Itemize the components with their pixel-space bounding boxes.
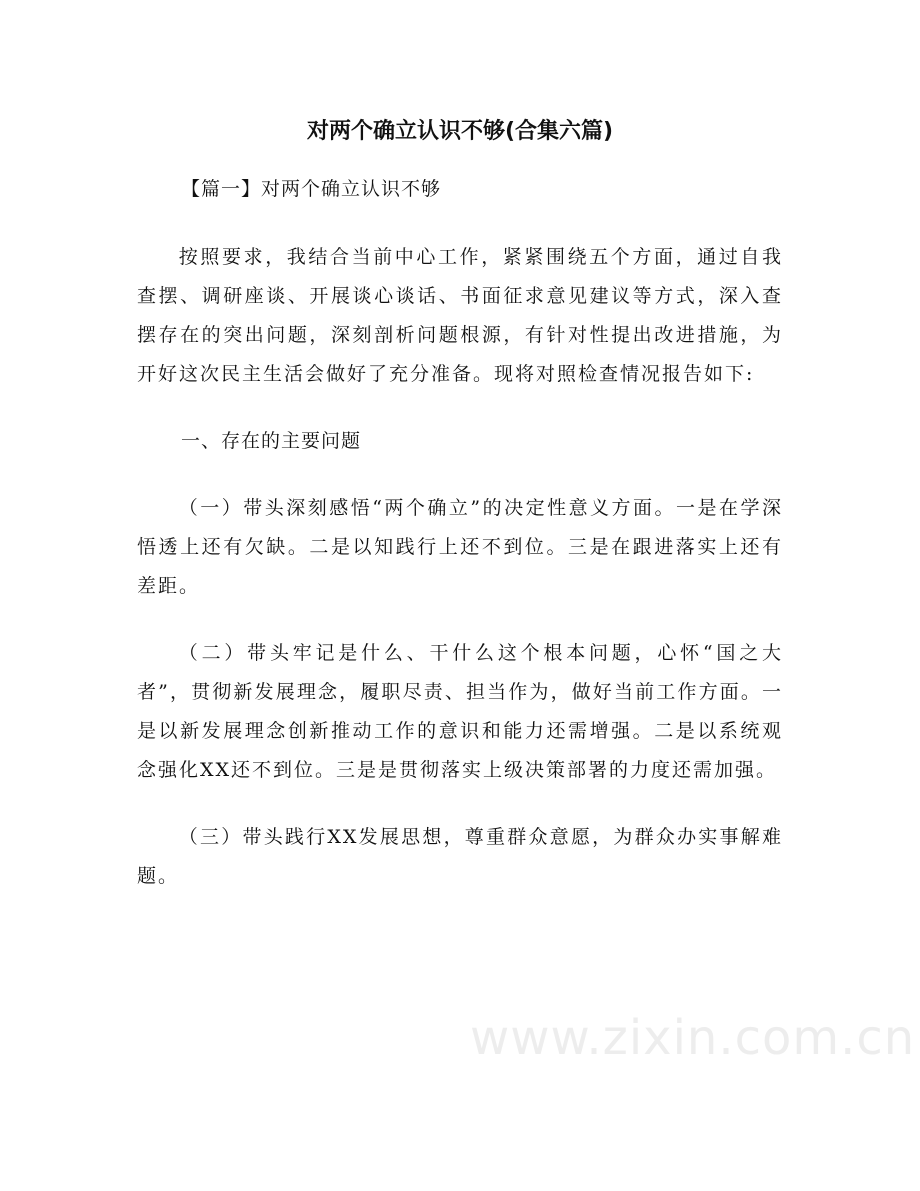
document-body bbox=[137, 170, 783, 896]
item-paragraph-2: （二）带头牢记是什么、干什么这个根本问题，心怀“国之大者”，贯彻新发展理念，履职尽责、担当作为，做好当前工作方面。一是以新发展理念创新推动工作的意识和能力还需增强。二是以系统观念强化XX还不到位。三是是贯彻落实上级决策部署的力度还需加强。 bbox=[137, 642, 783, 781]
spacer bbox=[137, 461, 783, 489]
item-paragraph-3: （三）带头践行XX发展思想，尊重群众意愿，为群众办实事解难题。 bbox=[137, 826, 783, 887]
spacer bbox=[137, 606, 783, 634]
spacer bbox=[137, 209, 783, 238]
watermark: www.zixin.com.cn bbox=[470, 1010, 916, 1066]
chapter-heading: 【篇一】对两个确立认识不够 bbox=[181, 178, 442, 200]
item-paragraph-1: （一）带头深刻感悟“两个确立”的决定性意义方面。一是在学深悟透上还有欠缺。二是以知践行上还不到位。三是在跟进落实上还有差距。 bbox=[137, 497, 783, 597]
intro-paragraph: 按照要求，我结合当前中心工作，紧紧围绕五个方面，通过自我查摆、调研座谈、开展谈心谈话、书面征求意见建议等方式，深入查摆存在的突出问题，深刻剖析问题根源，有针对性提出改进措施，为开好这次民主生活会做好了充分准备。现将对照检查情况报告如下: bbox=[137, 246, 783, 385]
document-title: 对两个确立认识不够(合集六篇) bbox=[306, 119, 614, 144]
spacer bbox=[137, 790, 783, 818]
spacer bbox=[137, 394, 783, 422]
section-heading: 一、存在的主要问题 bbox=[181, 430, 362, 452]
